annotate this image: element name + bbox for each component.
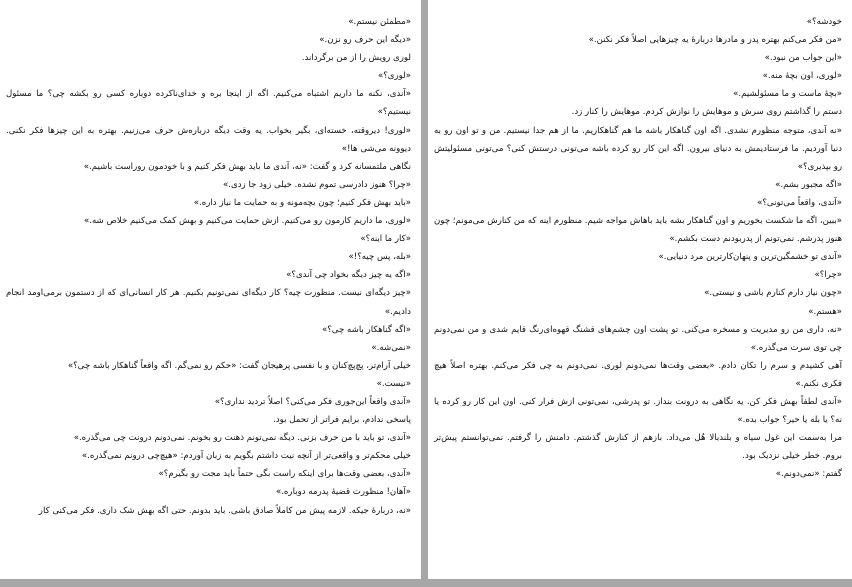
paragraph: «بله، پس چیه؟!» [348,252,411,263]
paragraph: «باید بهش فکر کنیم؛ چون بچه‌مونه و به حمایت ما نیاز داره.» [193,197,411,208]
paragraph: خیلی محکم‌تر و واقعی‌تر از آنچه نیت داشتم بگویم به زبان آوردم: «هیچ‌چی درونم نمی‌گذره.» [81,451,411,462]
paragraph: گفتم: «نمی‌دونم.» [775,469,842,480]
paragraph: «آندی تو خشمگین‌ترین و پنهان‌کارترین مرد دنیایی.» [658,252,842,263]
right-page-text [434,13,842,483]
paragraph: دستم را گذاشتم روی سرش و موهایش را نوازش کردم. موهایش را کنار زد. [571,107,842,118]
paragraph: «نمی‌شه.» [371,342,411,353]
paragraph: «اگه گناهکار باشه چی؟» [321,324,411,335]
paragraph: مرا به‌سمت این غول سیاه و بلندبالا هُل می‌داد. بازهم از کنارش گذشتم. دامنش را گرفتم. نمی‌توانستم پیش‌تر بروم. خطر خیلی نزدیک بود. [434,433,842,462]
paragraph: «آهان! منظورت قضیهٔ پدرمه دوباره.» [275,487,411,498]
paragraph: پاسخی ندادم، برایم فراتر از تحمل بود. [273,415,411,426]
paragraph: «چون نیاز دارم کنارم باشی و نیستی.» [704,288,842,299]
paragraph: «من فکر می‌کنم بهتره پدر و مادرها دربارهٔ یه چیزهایی اصلاً فکر نکنن.» [588,35,842,46]
paragraph: «چیز دیگه‌ای نیست. منظورت چیه؟ کار دیگه‌ای نمی‌تونیم بکنیم. هر کار انسانی‌ای که از دستمون برمی‌اومد انجام دادیم.» [6,288,411,317]
right-page [428,0,852,579]
left-page-text [6,13,411,520]
paragraph: «هستم.» [808,306,842,317]
paragraph: «نه، درباره‌ٔ جیکه. لازمه پیش من کاملاً صادق باشی. باید بدونم. حتی اگه بهش شک داری. فکر می‌کنی کار [38,505,411,516]
paragraph: «اگه مجبور بشم.» [775,179,842,190]
paragraph: آهی کشیدم و سرم را تکان دادم. «بعضی وقت‌ها نمی‌دونم لوری. نمی‌دونم به چی فکر می‌کنم. بهتره اصلاً هیچ فکری نکنم.» [434,360,842,389]
paragraph: «مطمئن نیستم.» [348,17,411,27]
paragraph: «لوری، اون بچهٔ منه.» [762,71,842,82]
paragraph: «چرا؟» [814,270,842,281]
paragraph: «آندی، بعضی وقت‌ها برای اینکه راست بگی حتماً باید مجت رو بگیرم؟» [158,469,411,480]
paragraph: خیلی آرام‌تر، پچ‌پچ‌کنان و با نفسی پرهیجان گفت: «حکم رو نمی‌گم. اگه واقعاً گناهکار باشه چی؟» [67,360,411,371]
paragraph: «آندی، نکنه ما داریم اشتباه می‌کنیم. اگه از اینجا بره و خدای‌ناکرده دوباره کسی رو بکشه چی؟ ما مسئول نیستیم؟» [6,89,411,118]
paragraph: لوری رویش را از من برگرداند. [301,53,411,64]
paragraph: «لوری؟» [377,71,411,82]
paragraph: «نیست.» [376,378,411,389]
paragraph: نگاهی ملتمسانه کرد و گفت: «نه، آندی ما باید بهش فکر کنیم و با خودمون روراست باشیم.» [83,161,411,172]
paragraph: «چرا؟ هنوز دادرسی تموم نشده. خیلی زود جا زدی.» [223,179,411,190]
paragraph: «نه آندی، متوجه منظورم نشدی. اگه اون گناهکار باشه ما هم گناهکاریم. ما از هم جدا نیستیم. من و تو اون رو به دنیا آوردیم. ما فرستادیمش به دنیای بیرون. اگه این کار رو کرده باشه می‌تونی درستش کنی؟ می‌تونی مسئولیتش رو بپذیری؟» [434,125,842,172]
left-page [0,0,421,579]
paragraph: «بچهٔ ماست و ما مسئولشیم.» [733,89,842,100]
paragraph: «لوری! دیروقته، خسته‌ای، بگیر بخواب. یه وقت دیگه درباره‌ش حرف می‌زنیم. بهتره به این چیزها فکر نکنی. دیوونه می‌شی ها!» [6,125,411,154]
paragraph: «نه، داری من رو مدیریت و مسخره می‌کنی. تو پشت اون چشم‌های قشنگ قهوه‌ای‌رنگ قایم شدی و من نمی‌دونم چی توی سرت می‌گذره.» [434,324,842,353]
paragraph: «لوری، ما داریم کارمون رو می‌کنیم. ازش حمایت می‌کنیم و بهش کمک می‌کنیم خلاص شه.» [83,216,411,227]
paragraph: «آندی لطفاً بهش فکر کن. یه نگاهی به درونت بنداز. تو پدرشی، نمی‌تونی ازش فرار کنی. اون این کار رو کرده یا نه؟ یا بله یا خیر؟ جواب بده.» [434,396,842,426]
paragraph: «آندی واقعاً این‌جوری فکر می‌کنی؟ اصلاً تردید نداری؟» [214,396,411,407]
paragraph: «کار ما اینه؟» [360,234,411,245]
paragraph: خودشه؟» [806,17,842,27]
paragraph: «دیگه این حرف رو نزن.» [319,35,411,46]
paragraph: «اگه یه چیز دیگه بخواد چی آندی؟» [286,270,411,281]
paragraph: «این جواب من نبود.» [764,53,842,64]
paragraph: «آندی، تو باید با من حرف بزنی. دیگه نمی‌تونم ذهنت رو بخونم. نمی‌دونم درونت چی می‌گذره.» [73,433,411,444]
paragraph: «آندی، واقعاً می‌تونی؟» [757,197,842,208]
paragraph: «ببین، اگه ما شکست بخوریم و اون گناهکار بشه باید باهاش مواجه شیم. منظورم اینه که من کنارش می‌مونم؛ چون هنوز پدرشم. نمی‌تونم از پدربودنم دست بکشم.» [434,216,842,245]
